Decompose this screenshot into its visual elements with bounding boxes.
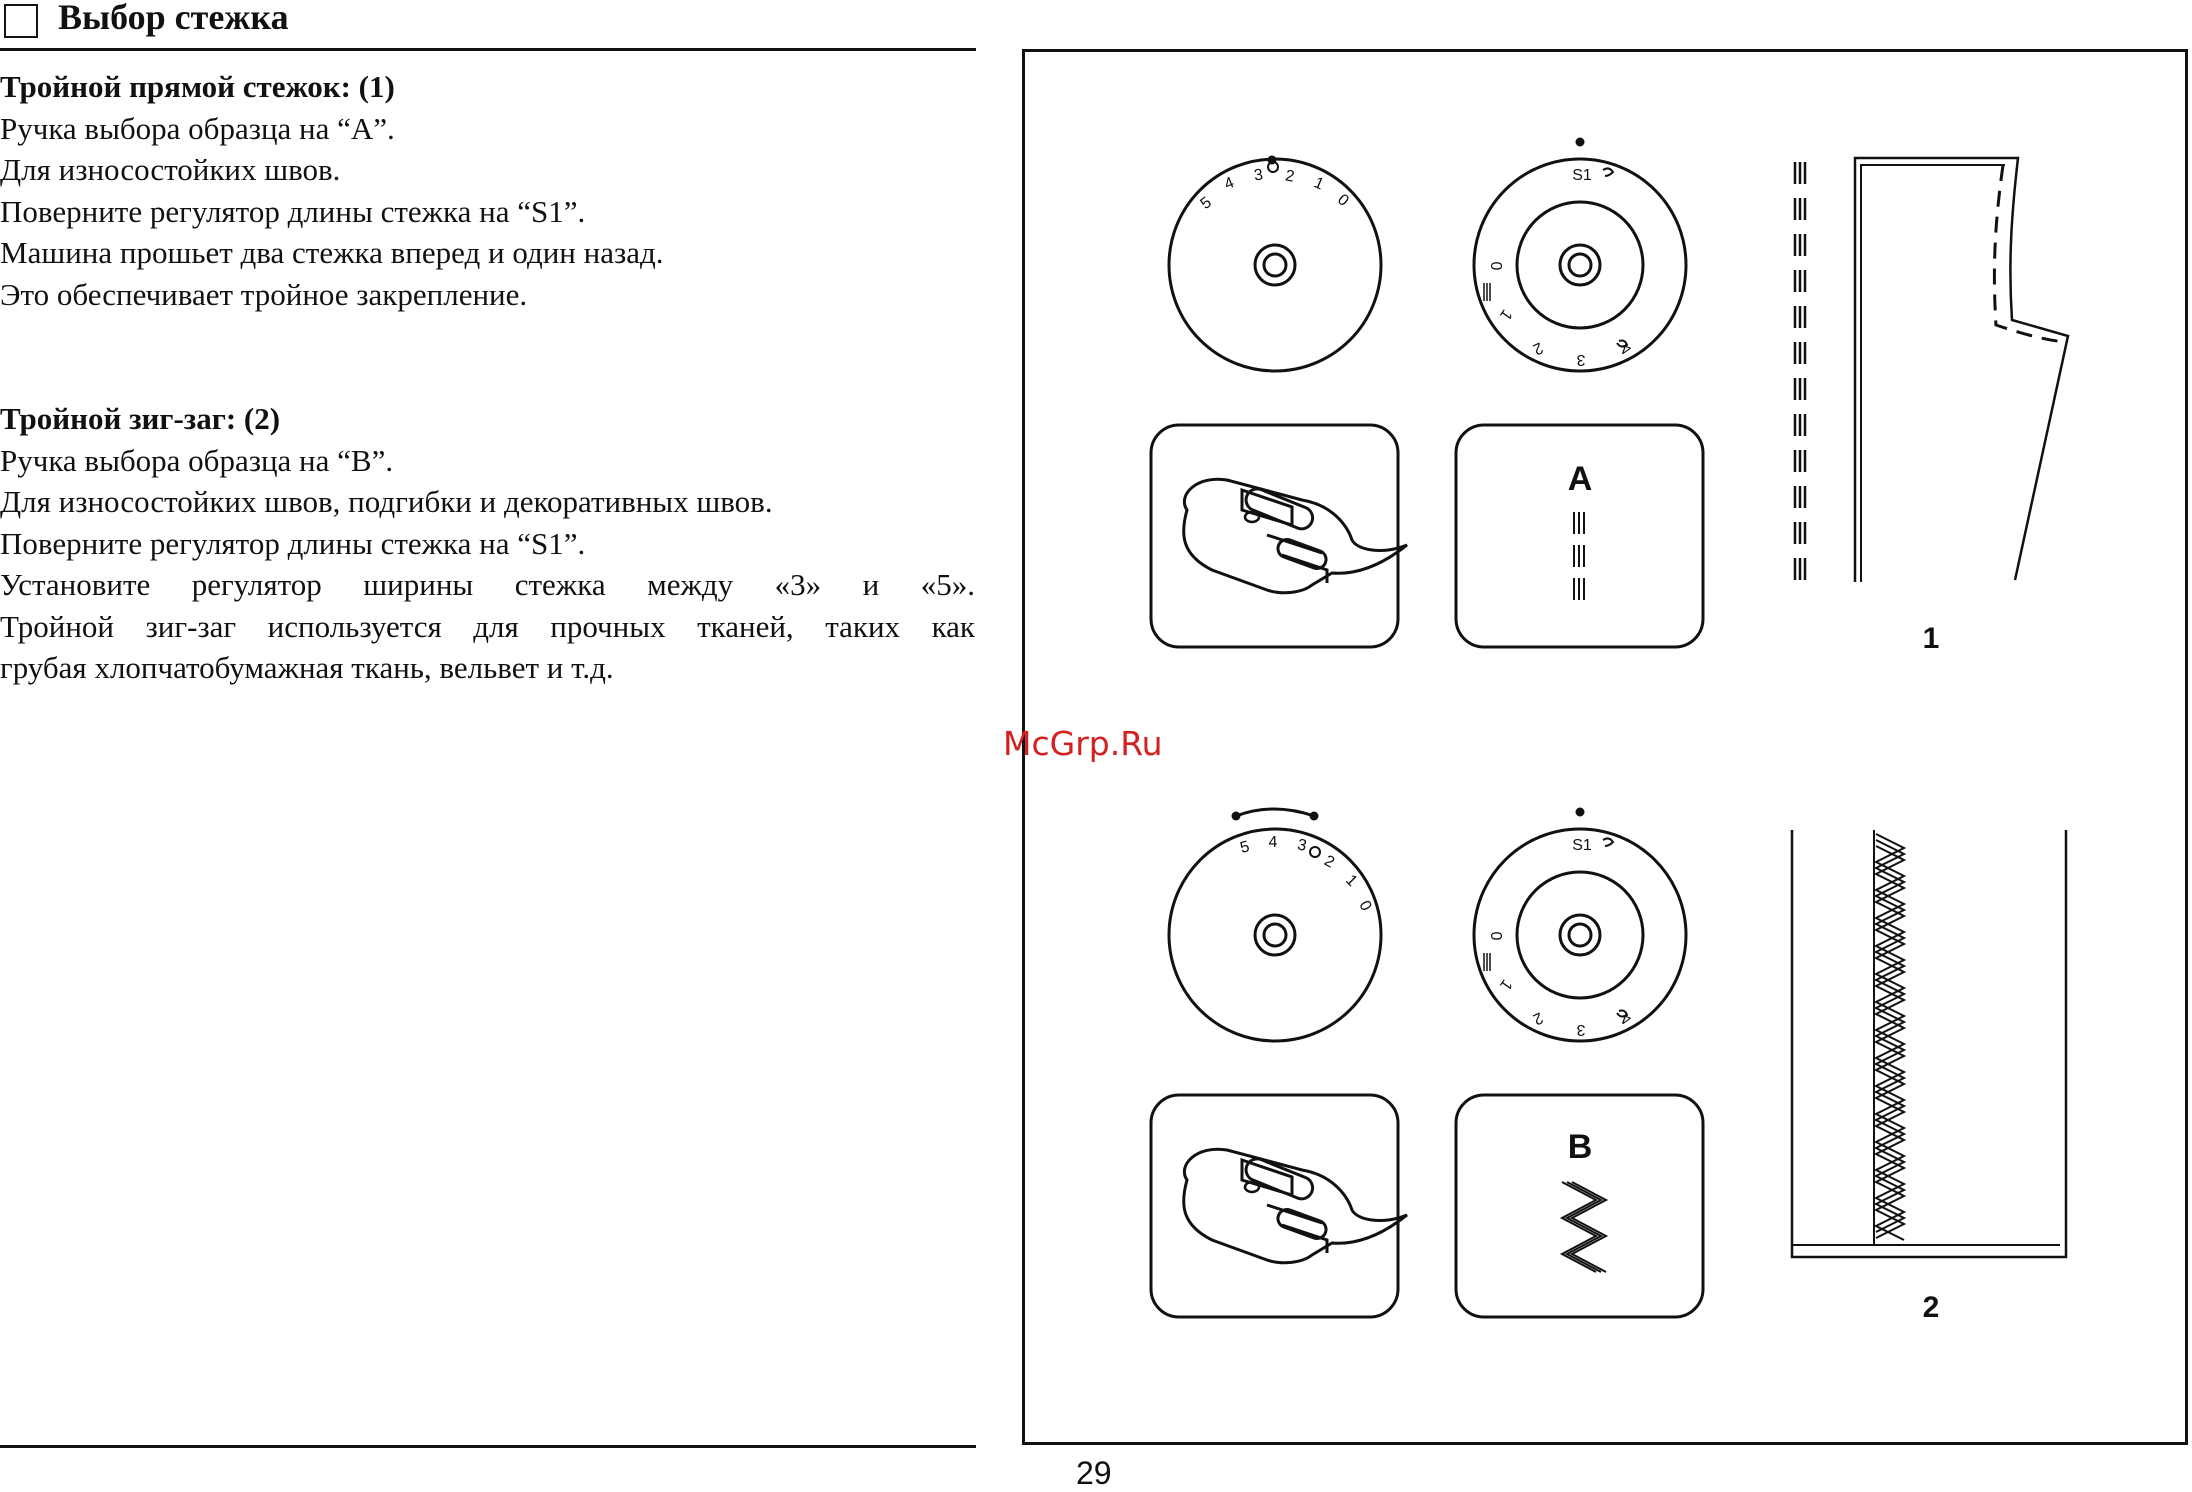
watermark: McGrp.Ru [1003,724,1163,763]
dial-label: 2 [1283,167,1296,186]
dial-label: S1 [1572,167,1592,184]
dial-label: 4 [1268,834,1278,851]
dial-label: 2 [1321,852,1338,872]
dial-label: 2 [1530,1008,1546,1028]
text-line: Тройной зиг-заг используется для прочных тканей, таких как [0,608,975,644]
dial-label: 3 [1252,166,1264,185]
dial-label: 2 [1530,338,1546,358]
width-dial [1169,809,1381,1041]
pattern-selector-b [1456,1095,1703,1317]
dial-label: 3 [1576,1021,1586,1038]
dial-label: 4 [1222,174,1237,194]
zigzag-stitch-sample [1792,830,2066,1324]
page-title: Выбор стежка [58,0,289,37]
figure-number: 2 [1922,1291,1940,1324]
text-line: Ручка выбора образца на “A”. [0,110,395,146]
presser-foot-icon [1151,1095,1407,1317]
dial-label: 0 [1355,897,1375,914]
straight-stitch-sample [1795,158,2068,655]
length-dial [1474,808,1686,1042]
dial-label: 1 [1311,174,1327,194]
pattern-letter: A [1567,460,1593,498]
dial-label: 5 [1197,194,1215,213]
width-dial [1169,156,1381,372]
dial-label: 3 [1295,836,1309,855]
section-heading: Тройной зиг-заг: (2) [0,401,281,436]
text-line: Поверните регулятор длины стежка на “S1”. [0,193,586,229]
dial-label: 3 [1576,351,1586,368]
text-line: Установите регулятор ширины стежка между «3» и «5». [0,567,975,602]
dial-label: 1 [1342,871,1361,890]
dial-label: 4 [1619,1008,1634,1028]
dial-label: 1 [1496,306,1516,324]
presser-foot-icon [1151,425,1407,647]
dial-label: S1 [1572,837,1592,854]
dial-label: 0 [1487,931,1504,941]
dial-label: 4 [1619,338,1634,358]
text-line: Ручка выбора образца на “B”. [0,442,394,478]
figure-number: 1 [1922,622,1940,655]
dial-label: 5 [1238,838,1252,858]
text-line: Это обеспечивает тройное закрепление. [0,276,528,312]
text-line: грубая хлопчатобумажная ткань, вельвет и т.д. [0,650,614,685]
text-line: Машина прошьет два стежка вперед и один назад. [0,235,664,270]
text-line: Поверните регулятор длины стежка на “S1”. [0,525,586,561]
pattern-selector-a [1456,425,1703,647]
page-number: 29 [1076,1455,1112,1491]
dial-label: 1 [1496,976,1516,994]
dial-label: 0 [1487,261,1504,271]
pattern-letter: B [1567,1128,1593,1166]
text-line: Для износостойких швов. [0,152,341,187]
section-heading: Тройной прямой стежок: (1) [0,69,395,104]
length-dial [1474,138,1686,372]
text-line: Для износостойких швов, подгибки и декоративных швов. [0,484,773,519]
dial-label: 0 [1334,191,1352,210]
